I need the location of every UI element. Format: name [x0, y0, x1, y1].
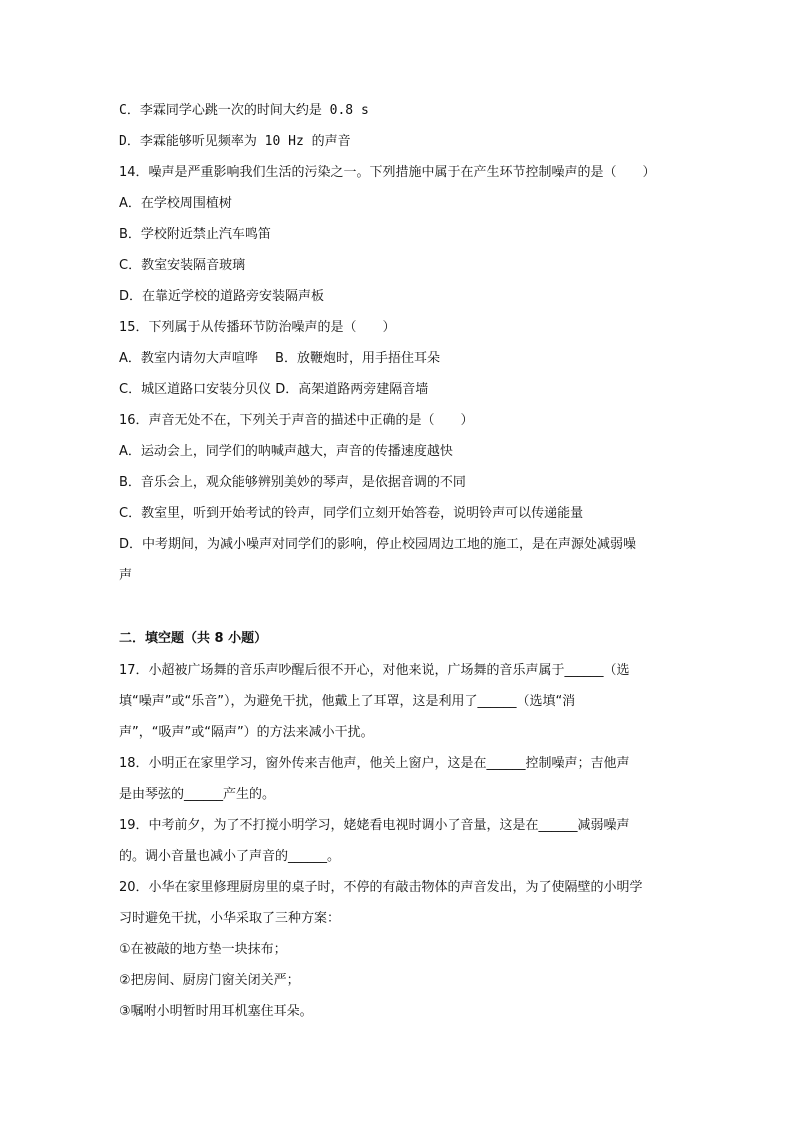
q13-option-d: D．李霖能够听见频率为 10 Hz 的声音 [119, 134, 351, 149]
q14-option-d: D．在靠近学校的道路旁安装隔声板 [119, 289, 325, 304]
q17-line3: 声”，“吸声”或“隔声”）的方法来减小干扰。 [119, 725, 374, 740]
q15-options-cd: C．城区道路口安装分贝仪 D．高架道路两旁建隔音墙 [119, 382, 429, 397]
q17-line1: 17．小超被广场舞的音乐声吵醒后很不开心，对他来说，广场舞的音乐声属于______（选 [119, 663, 630, 678]
q14-stem: 14．噪声是严重影响我们生活的污染之一。下列措施中属于在产生环节控制噪声的是（ ） [119, 165, 656, 180]
q17-line2: 填“噪声”或“乐音”），为避免干扰，他戴上了耳罩，这是利用了______（选填“消 [119, 694, 576, 709]
q16-option-b: B．音乐会上，观众能够辨别美妙的琴声，是依据音调的不同 [119, 475, 466, 490]
q13-option-c: C．李霖同学心跳一次的时间大约是 0.8 s [119, 103, 369, 118]
q14-option-b: B．学校附近禁止汽车鸣笛 [119, 227, 271, 242]
q15-stem: 15．下列属于从传播环节防治噪声的是（ ） [119, 320, 396, 335]
q14-option-c: C．教室安装隔音玻璃 [119, 258, 246, 273]
q16-option-d-line1: D．中考期间，为减小噪声对同学们的影响，停止校园周边工地的施工，是在声源处减弱噪 [119, 537, 637, 552]
q19-line1: 19．中考前夕，为了不打搅小明学习，姥姥看电视时调小了音量，这是在______减弱噪声 [119, 818, 630, 833]
q20-line2: 习时避免干扰，小华采取了三种方案： [119, 911, 341, 926]
q18-line2: 是由琴弦的______产生的。 [119, 787, 276, 802]
q20-line1: 20．小华在家里修理厨房里的桌子时，不停的有敲击物体的声音发出，为了使隔壁的小明学 [119, 880, 643, 895]
q20-plan-1: ①在被敲的地方垫一块抹布； [119, 942, 287, 957]
q18-line1: 18．小明正在家里学习，窗外传来吉他声，他关上窗户，这是在______控制噪声；吉他声 [119, 756, 630, 771]
q16-stem: 16．声音无处不在，下列关于声音的描述中正确的是（ ） [119, 413, 474, 428]
q20-plan-3: ③嘱咐小明暂时用耳机塞住耳朵。 [119, 1004, 313, 1019]
q15-options-ab: A．教室内请勿大声喧哗 B．放鞭炮时，用手捂住耳朵 [119, 351, 440, 366]
section-title-fill-in: 二．填空题（共 8 小题） [119, 631, 268, 646]
q16-option-d-line2: 声 [119, 568, 133, 583]
q20-plan-2: ②把房间、厨房门窗关闭关严； [119, 973, 300, 988]
q16-option-a: A．运动会上，同学们的呐喊声越大，声音的传播速度越快 [119, 444, 453, 459]
q19-line2: 的。调小音量也减小了声音的______。 [119, 849, 341, 864]
q16-option-c: C．教室里，听到开始考试的铃声，同学们立刻开始答卷，说明铃声可以传递能量 [119, 506, 584, 521]
q14-option-a: A．在学校周围植树 [119, 196, 232, 211]
